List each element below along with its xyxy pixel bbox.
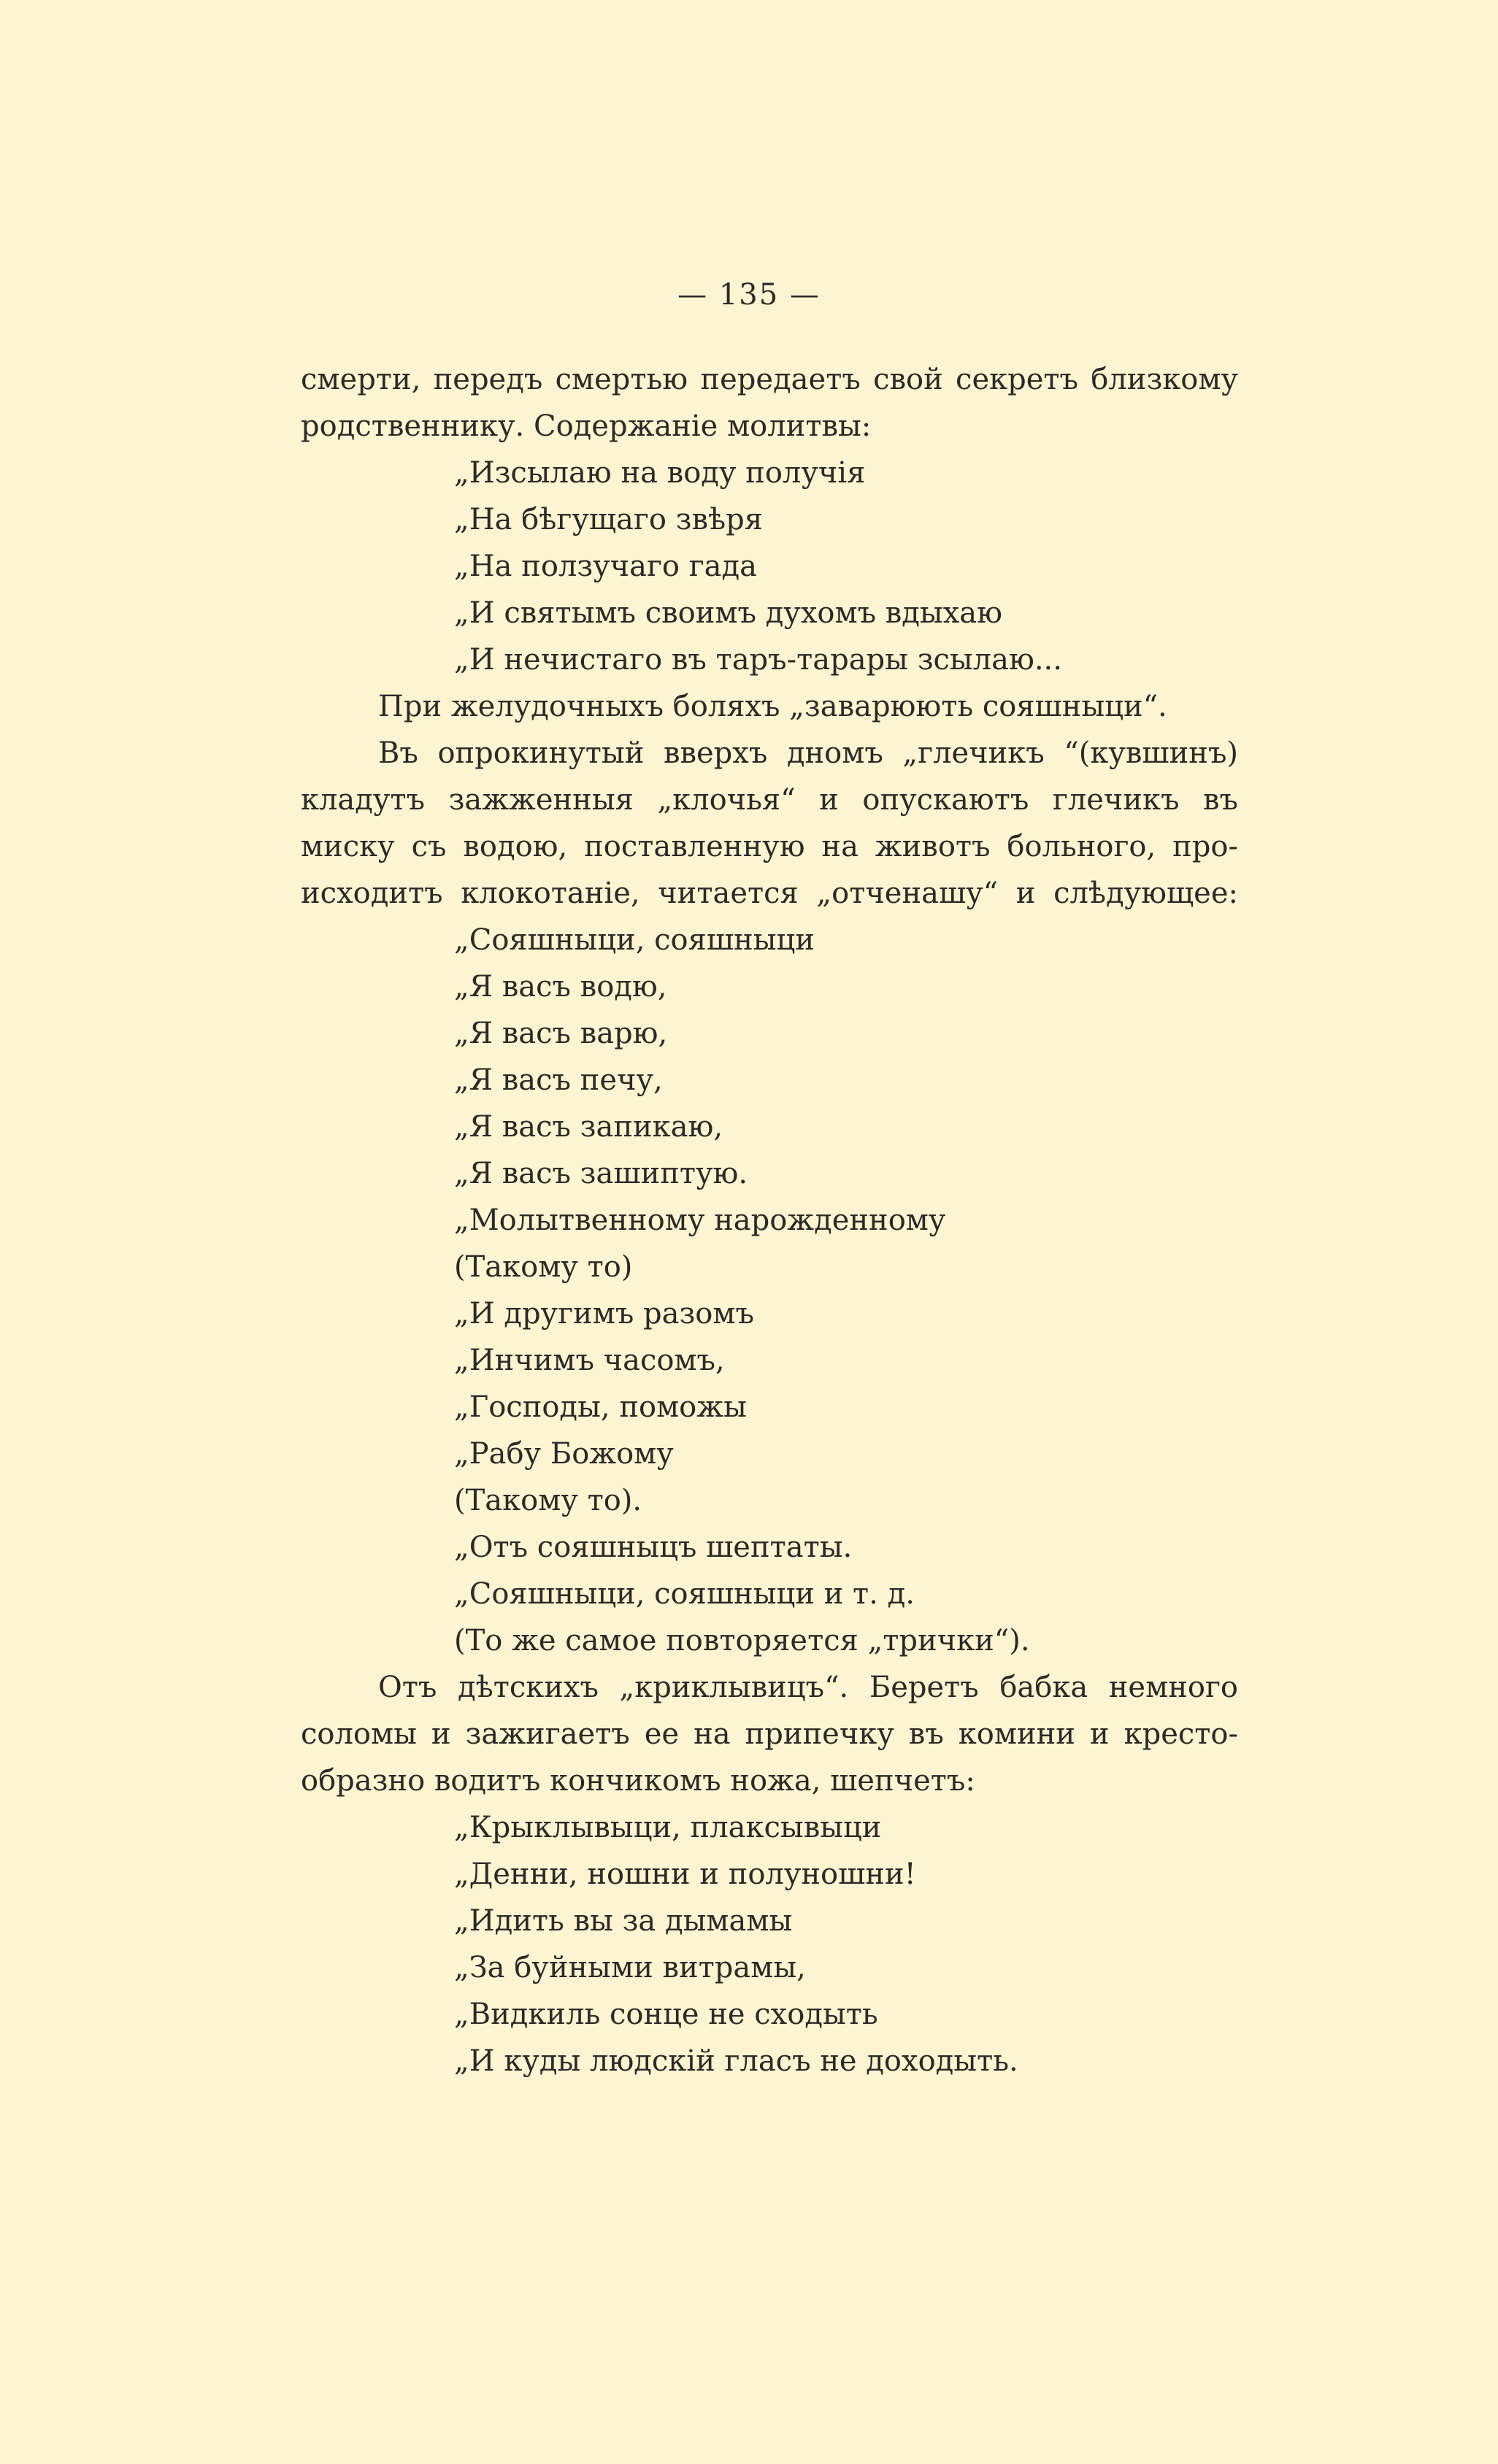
verse-line: „Молытвенному нарожденному <box>454 1204 946 1237</box>
verse-line: „Отъ сояшныцъ шептаты. <box>454 1531 853 1564</box>
page-number: — 135 — <box>677 278 821 312</box>
verse-line: „Денни, ношни и полуношни! <box>454 1857 916 1891</box>
text-line: миску съ водою, поставленную на животъ больного, про- <box>301 830 1238 863</box>
paragraph-start-line: Отъ дѣтскихъ „криклывицъ“. Беретъ бабка немного <box>378 1671 1238 1704</box>
verse-line: „Я васъ печу, <box>454 1063 663 1097</box>
verse-line: „Сояшныци, сояшныци и т. д. <box>454 1577 915 1611</box>
paragraph-start-line: При желудочныхъ боляхъ „заварюють сояшныци“. <box>378 690 1167 723</box>
text-line: родственнику. Содержаніе молитвы: <box>301 409 872 443</box>
verse-line: „Я васъ водю, <box>454 970 667 1004</box>
verse-line: „Я васъ запикаю, <box>454 1110 723 1144</box>
verse-line: (Такому то) <box>454 1250 633 1284</box>
verse-line: „Сояшныци, сояшныци <box>454 923 815 957</box>
verse-line: „За буйными витрамы, <box>454 1951 806 1984</box>
verse-line: „На бѣгущаго звѣря <box>454 503 763 536</box>
verse-line: (То же самое повторяется „трички“). <box>454 1624 1030 1658</box>
verse-line: „Я васъ варю, <box>454 1017 668 1050</box>
verse-line: „Идить вы за дымамы <box>454 1904 793 1938</box>
verse-line: „Рабу Божому <box>454 1437 674 1471</box>
verse-line: „И святымъ своимъ духомъ вдыхаю <box>454 596 1002 630</box>
verse-line: „Я васъ зашиптую. <box>454 1157 748 1190</box>
verse-line: „Изсылаю на воду получія <box>454 456 866 490</box>
text-line: смерти, передъ смертью передаетъ свой секретъ близкому <box>301 363 1238 396</box>
verse-line: „Видкиль сонце не сходыть <box>454 1998 878 2031</box>
text-line: кладутъ зажженныя „клочья“ и опускаютъ глечикъ въ <box>301 783 1238 817</box>
verse-line: „Инчимъ часомъ, <box>454 1344 725 1377</box>
verse-line: „На ползучаго гада <box>454 550 757 583</box>
text-line: образно водитъ кончикомъ ножа, шепчетъ: <box>301 1764 975 1798</box>
text-line: исходитъ клокотаніе, читается „отченашу“ и слѣдующее: <box>301 877 1238 910</box>
verse-line: „Крыклывыци, плаксывыци <box>454 1811 882 1844</box>
verse-line: „И другимъ разомъ <box>454 1297 754 1331</box>
verse-line: (Такому то). <box>454 1484 642 1517</box>
verse-line: „И куды людскій гласъ не доходыть. <box>454 2044 1018 2078</box>
text-line: соломы и зажигаетъ ее на припечку въ комини и кресто- <box>301 1717 1238 1751</box>
verse-line: „И нечистаго въ таръ-тарары зсылаю... <box>454 643 1062 677</box>
verse-line: „Господы, поможы <box>454 1390 747 1424</box>
paragraph-start-line: Въ опрокинутый вверхъ дномъ „глечикъ “(кувшинъ) <box>378 736 1238 770</box>
